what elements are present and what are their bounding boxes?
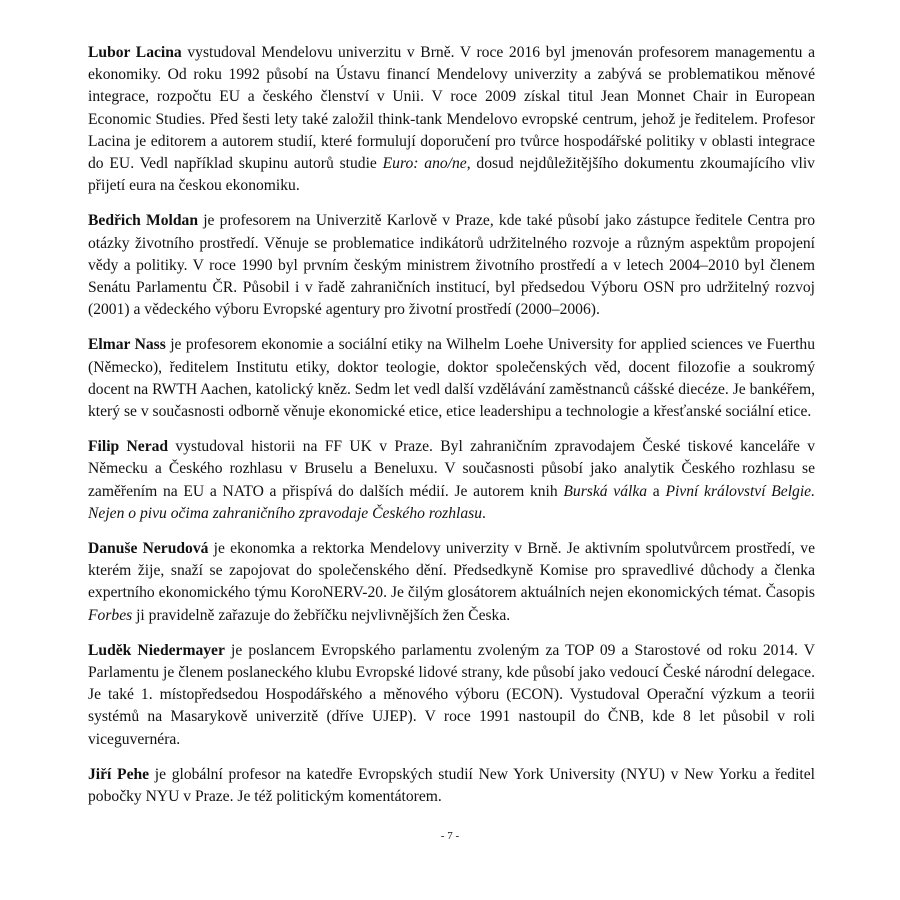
bio-pehe bbox=[88, 764, 815, 808]
bio-name: Jiří Pehe bbox=[88, 765, 150, 783]
bio-title-italic: Burská válka bbox=[563, 482, 648, 500]
bio-name: Filip Nerad bbox=[88, 438, 169, 456]
page-body bbox=[88, 42, 815, 821]
bio-name: Danuše Nerudová bbox=[88, 540, 209, 558]
bio-text: vystudoval historii na FF UK v Praze. Byl zahraničním zpravodajem České tiskové kanceláře v Německu a Českého rozhlasu v Bruselu a Beneluxu. V současnosti působí jako analytik Českého rozhlasu se zaměřením na EU a NATO a přispívá do dalších médií. Je autorem knih bbox=[88, 438, 816, 500]
bio-text: je profesorem ekonomie a sociální etiky na Wilhelm Loehe University for applied sciences ve Fuerthu (Německo), ředitelem Institutu etiky, doktor teologie, doktor společenských věd, docent filozofie a soukromý docent na RWTH Aachen, katolický kněz. Sedm let vedl další vzdělávání zaměstnanců cášské diecéze. Je bankéřem, který se v současnosti odborně věnuje ekonomické etice, etice leadershipu a technologie a křesťanské sociální etice. bbox=[88, 336, 815, 421]
bio-name: Lubor Lacina bbox=[88, 44, 182, 61]
bio-text: . bbox=[482, 504, 486, 522]
bio-niedermayer bbox=[88, 640, 815, 751]
bio-text: vystudoval Mendelovu univerzitu v Brně. V roce 2016 byl jmenován profesorem managementu a ekonomiky. Od roku 1992 působí na Ústavu financí Mendelovy univerzity a zabývá se problematikou měnové integrace, rozpočtu EU a českého členství v Unii. V roce 2009 získal titul Jean Monnet Chair in European Economic Studies. Před šesti lety také založil think-tank Mendelovo evropské centrum, jehož je ředitelem. Profesor Lacina je editorem a autorem studií, které formulují doporučení pro tvůrce hospodářské politiky v oblasti integrace do EU. Vedl například skupinu autorů studie bbox=[88, 44, 815, 173]
bio-title-italic: Pivní království Belgie. Nejen o pivu očima zahraničního zpravodaje Českého rozhlasu bbox=[88, 482, 815, 522]
bio-text: je profesorem na Univerzitě Karlově v Praze, kde také působí jako zástupce ředitele Centra pro otázky životního prostředí. Věnuje se problematice indikátorů udržitelného rozvoje a různým aspektům propojení vědy a politiky. V roce 1990 byl prvním českým ministrem životního prostředí a v letech 2004–2010 byl členem Senátu Parlamentu ČR. Působil i v řadě zahraničních institucí, byl předsedou Výboru OSN pro udržitelný rozvoj (2001) a vědeckého výboru Evropské agentury pro životní prostředí (2000–2006). bbox=[88, 212, 815, 319]
bio-text: , dosud nejdůležitějšího dokumentu zkoumajícího vliv přijetí eura na českou ekonomiku. bbox=[88, 155, 815, 195]
bio-text: ji pravidelně zařazuje do žebříčku nejvlivnějších žen Česka. bbox=[132, 606, 511, 624]
bio-title-italic: Euro: ano/ne bbox=[382, 155, 467, 173]
bio-nerudova bbox=[88, 538, 815, 627]
bio-text: je globální profesor na katedře Evropských studií New York University (NYU) v New Yorku a ředitel pobočky NYU v Praze. Je též politickým komentátorem. bbox=[88, 765, 815, 806]
bio-nerad bbox=[88, 436, 815, 525]
bio-name: Luděk Niedermayer bbox=[88, 641, 225, 659]
bio-name: Bedřich Moldan bbox=[88, 212, 199, 230]
bio-text: a bbox=[647, 482, 666, 500]
bio-name: Elmar Nass bbox=[88, 336, 166, 354]
bio-lacina bbox=[88, 42, 815, 197]
bio-text: je ekonomka a rektorka Mendelovy univerzity v Brně. Je aktivním spolutvůrcem prostředí, ve kterém žije, snaží se zapojovat do společenského dění. Předsedkyně Komise pro spravedlivé důchody a členka expertního ekonomického týmu KoroNERV-20. Je čilým glosátorem aktuálních nejen ekonomických témat. Časopis bbox=[88, 540, 815, 602]
page-number: - 7 - bbox=[440, 830, 460, 842]
bio-nass bbox=[88, 334, 815, 423]
bio-moldan bbox=[88, 210, 815, 321]
bio-title-italic: Forbes bbox=[88, 606, 133, 624]
bio-text: je poslancem Evropského parlamentu zvoleným za TOP 09 a Starostové od roku 2014. V Parlamentu je členem poslaneckého klubu Evropské lidové strany, kde působí jako vedoucí České národní delegace. Je také 1. místopředsedou Hospodářského a měnového výboru (ECON). Vystudoval Operační výzkum a teorii systémů na Masarykově univerzitě (dříve UJEP). V roce 1991 nastoupil do ČNB, kde 8 let působil v roli viceguvernéra. bbox=[88, 641, 815, 748]
